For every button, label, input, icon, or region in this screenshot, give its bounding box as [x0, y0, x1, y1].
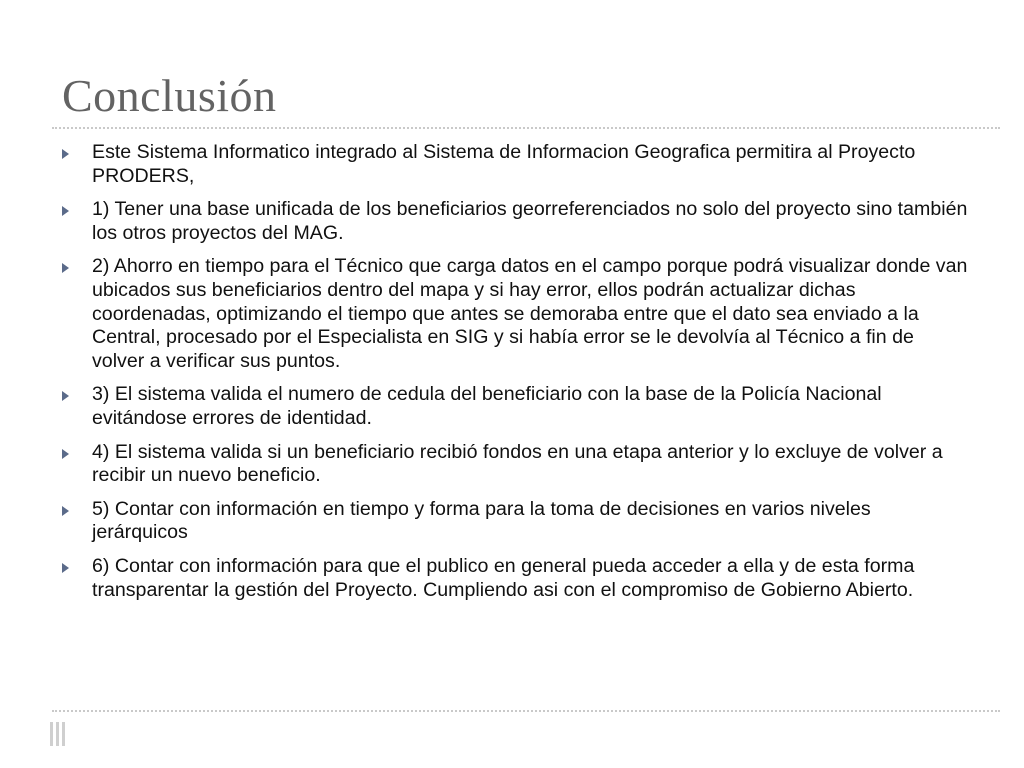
bullet-item — [60, 255, 970, 373]
triangle-bullet-icon — [62, 506, 69, 516]
bullet-item — [60, 198, 970, 245]
footer-divider — [52, 710, 1000, 712]
corner-bars-icon — [50, 722, 74, 746]
triangle-bullet-icon — [62, 263, 69, 273]
bullet-item — [60, 555, 970, 602]
bullet-text: 1) Tener una base unificada de los beneficiarios georreferenciados no solo del proyecto sino también los otros proyectos del MAG. — [92, 198, 968, 244]
triangle-bullet-icon — [62, 391, 69, 401]
bullet-list — [60, 141, 970, 612]
bullet-text: 3) El sistema valida el numero de cedula del beneficiario con la base de la Policía Nacional evitándose errores de identidad. — [92, 383, 882, 429]
bullet-text: 2) Ahorro en tiempo para el Técnico que carga datos en el campo porque podrá visualizar donde van ubicados sus beneficiarios dentro del mapa y si hay error, ellos podrán actualizar dichas coordenadas, optimizando el tiempo que antes se demoraba entre que el dato sea enviado a la Central, procesado por el Especialista en SIG y si había error se le devolvía al Técnico a fin de volver a verificar sus puntos. — [92, 255, 968, 372]
triangle-bullet-icon — [62, 449, 69, 459]
bullet-item — [60, 441, 970, 488]
bullet-text: 6) Contar con información para que el publico en general pueda acceder a ella y de esta forma transparentar la gestión del Proyecto. Cumpliendo asi con el compromiso de Gobierno Abierto. — [92, 554, 915, 601]
triangle-bullet-icon — [62, 206, 69, 216]
bullet-text: 5) Contar con información en tiempo y forma para la toma de decisiones en varios niveles jerárquicos — [92, 497, 871, 544]
triangle-bullet-icon — [62, 563, 69, 573]
title-divider — [52, 127, 1000, 129]
slide-title: Conclusión — [62, 70, 277, 121]
triangle-bullet-icon — [62, 149, 69, 159]
bullet-item — [60, 141, 970, 188]
bullet-text: Este Sistema Informatico integrado al Sistema de Informacion Geografica permitira al Proyecto PRODERS, — [92, 141, 916, 187]
bullet-text: 4) El sistema valida si un beneficiario recibió fondos en una etapa anterior y lo excluye de volver a recibir un nuevo beneficio. — [92, 440, 943, 487]
bullet-item — [60, 383, 970, 430]
bullet-item — [60, 498, 970, 545]
